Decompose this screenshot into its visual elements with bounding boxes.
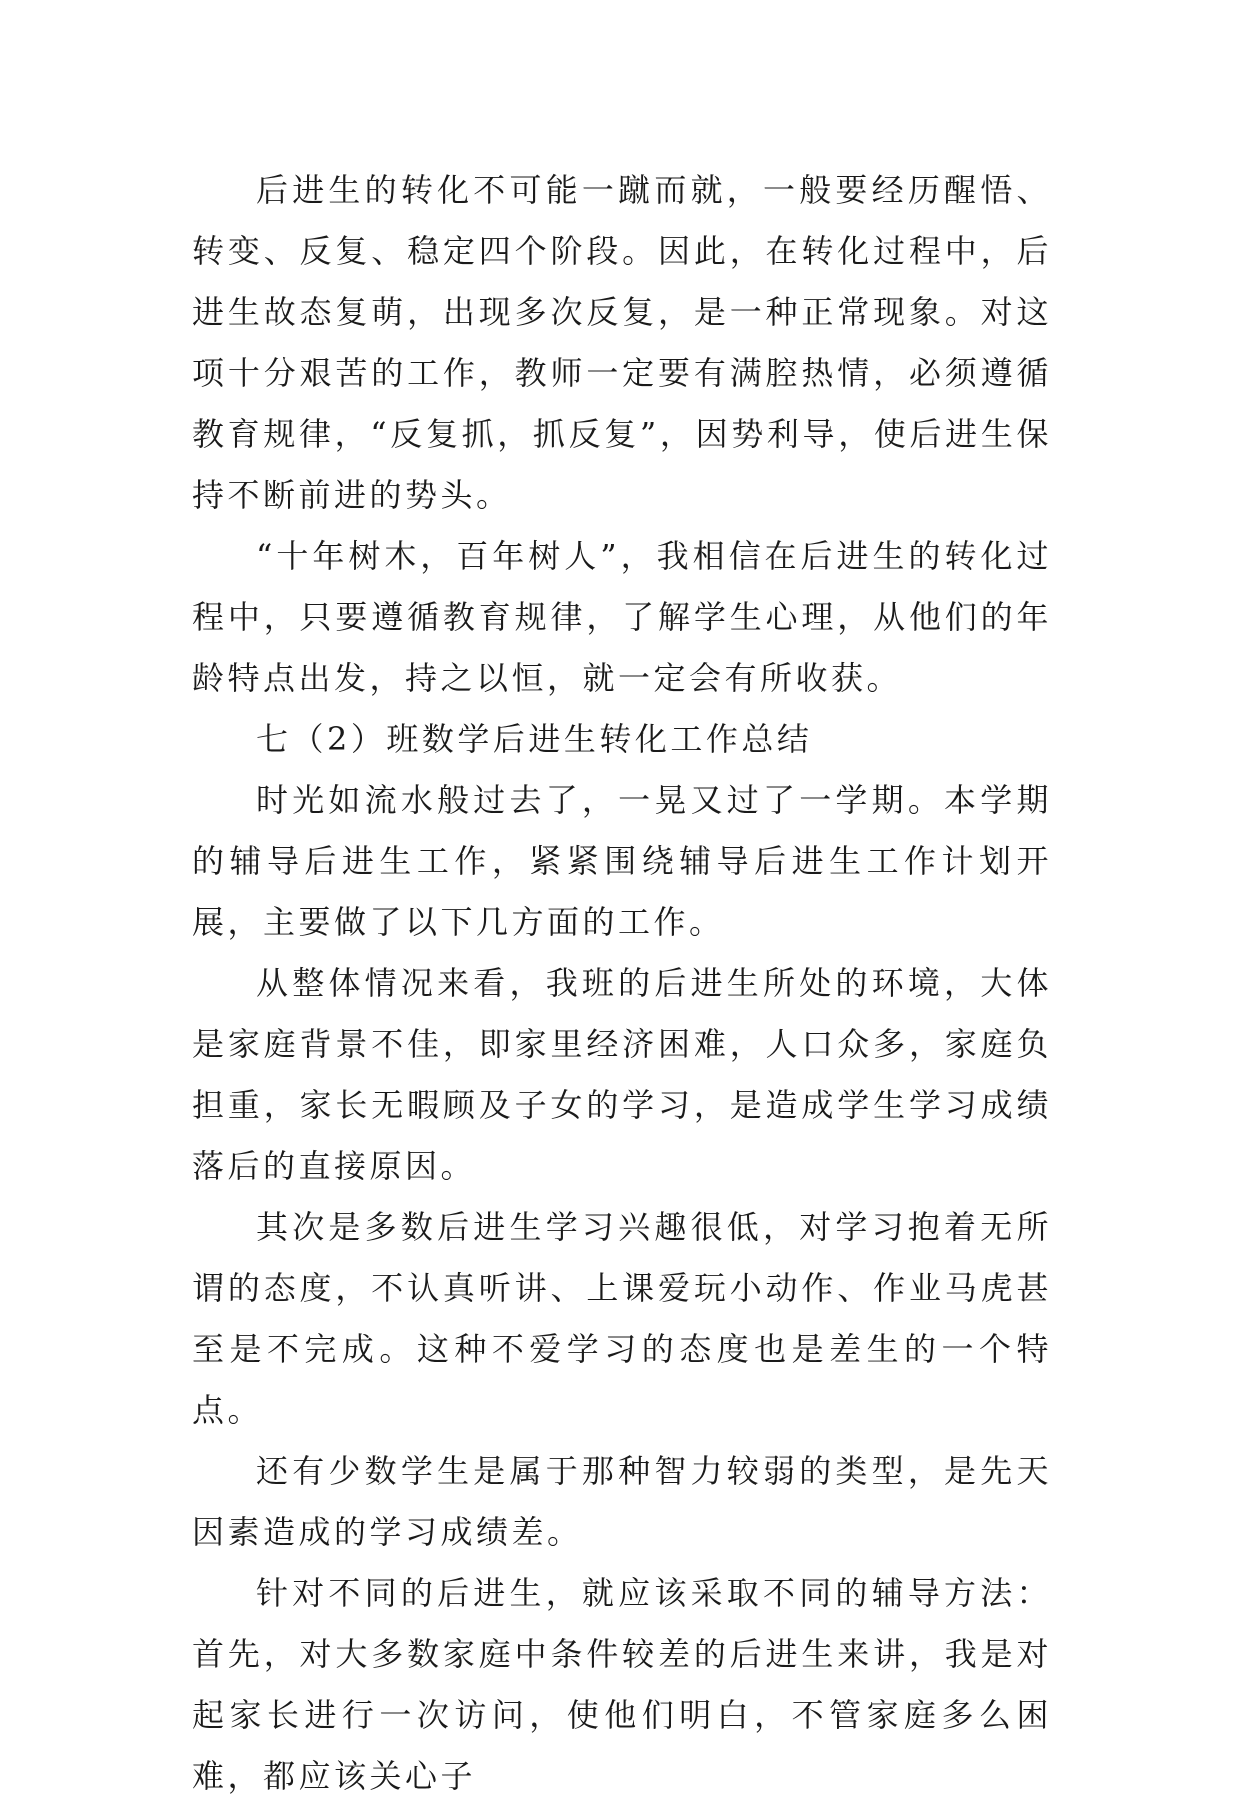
paragraph-7: 针对不同的后进生，就应该采取不同的辅导方法：首先，对大多数家庭中条件较差的后进生来讲，我是对起家长进行一次访问，使他们明白，不管家庭多么困难，都应该关心子 [192,1574,1052,1795]
paragraph-4: 从整体情况来看，我班的后进生所处的环境，大体是家庭背景不佳，即家里经济困难，人口众多，家庭负担重，家长无暇顾及子女的学习，是造成学生学习成绩落后的直接原因。 [192,964,1052,1185]
section-title: 七（2）班数学后进生转化工作总结 [256,720,813,758]
paragraph-3: 时光如流水般过去了，一晃又过了一学期。本学期的辅导后进生工作，紧紧围绕辅导后进生工作计划开展，主要做了以下几方面的工作。 [192,781,1052,941]
paragraph-2: “十年树木，百年树人”，我相信在后进生的转化过程中，只要遵循教育规律，了解学生心理，从他们的年龄特点出发，持之以恒，就一定会有所收获。 [192,537,1052,697]
paragraph-1: 后进生的转化不可能一蹴而就，一般要经历醒悟、转变、反复、稳定四个阶段。因此，在转化过程中，后进生故态复萌，出现多次反复，是一种正常现象。对这项十分艰苦的工作，教师一定要有满腔热情，必须遵循教育规律，“反复抓，抓反复”，因势利导，使后进生保持不断前进的势头。 [192,171,1052,514]
document-body [192,160,1052,1807]
paragraph-6: 还有少数学生是属于那种智力较弱的类型，是先天因素造成的学习成绩差。 [192,1452,1052,1551]
paragraph-5: 其次是多数后进生学习兴趣很低，对学习抱着无所谓的态度，不认真听讲、上课爱玩小动作、作业马虎甚至是不完成。这种不爱学习的态度也是差生的一个特点。 [192,1208,1052,1429]
